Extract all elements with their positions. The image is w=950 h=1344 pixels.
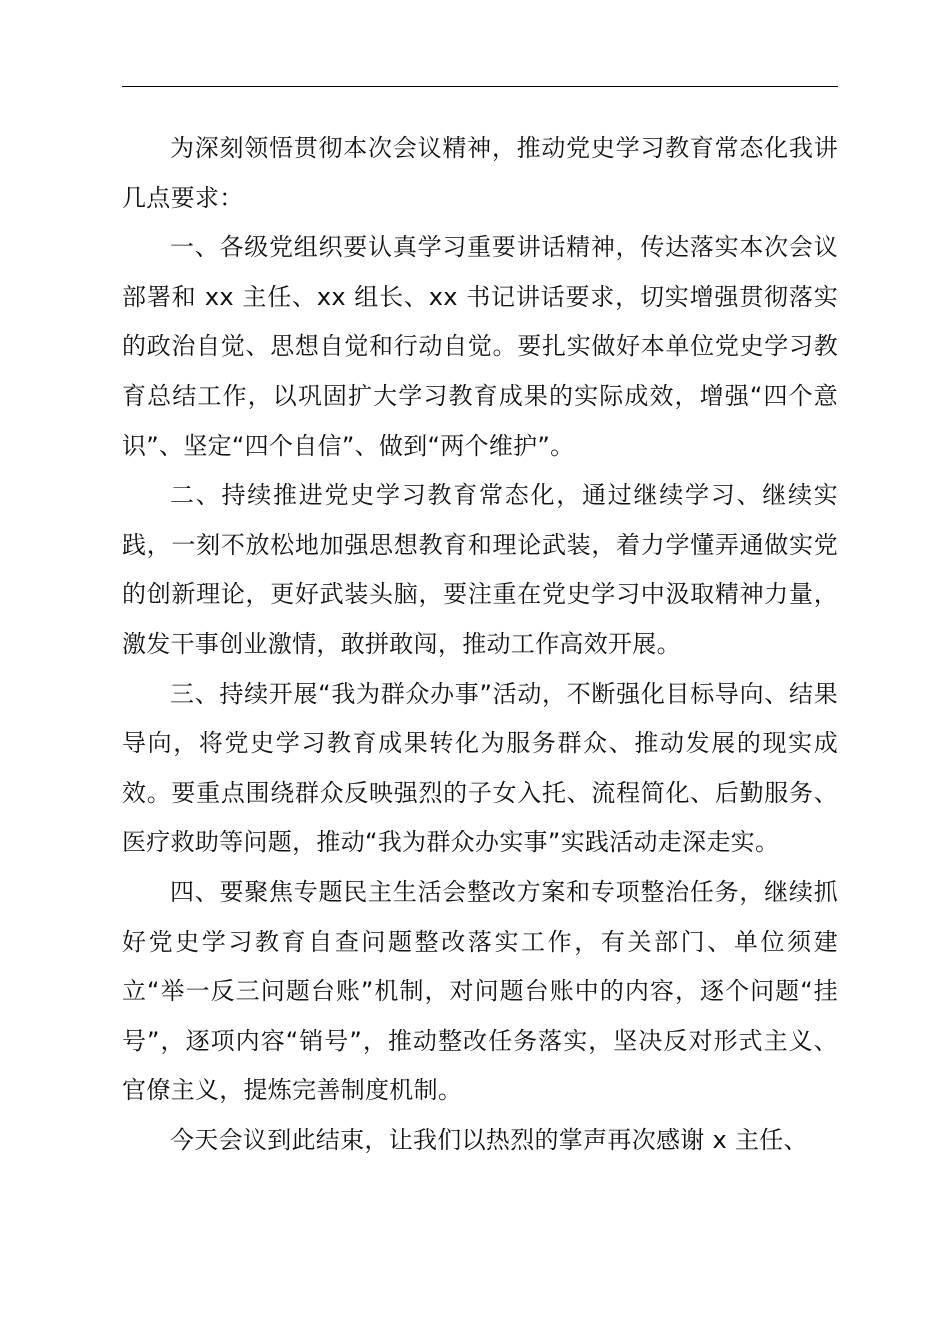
document-body [122,124,838,1165]
header-rule [122,86,838,87]
paragraph-point-2: 二、持续推进党史学习教育常态化，通过继续学习、继续实践，一刻不放松地加强思想教育和理论武装，着力学懂弄通做实党的创新理论，更好武装头脑，要注重在党史学习中汲取精神力量，激发干事创业激情，敢拼敢闯，推动工作高效开展。 [122,481,838,658]
paragraph-closing: 今天会议到此结束，让我们以热烈的掌声再次感谢 x 主任、 [170,1125,808,1154]
paragraph-point-1: 一、各级党组织要认真学习重要讲话精神，传达落实本次会议部署和 xx 主任、xx 组长、xx 书记讲话要求，切实增强贯彻落实的政治自觉、思想自觉和行动自觉。要扎实做好本单位党史学习教育总结工作，以巩固扩大学习教育成果的实际成效，增强“四个意识”、坚定“四个自信”、做到“两个维护”。 [122,233,838,460]
paragraph-intro: 为深刻领悟贯彻本次会议精神，推动党史学习教育常态化我讲几点要求： [122,134,838,212]
paragraph-point-3: 三、持续开展“我为群众办事”活动，不断强化目标导向、结果导向，将党史学习教育成果转化为服务群众、推动发展的现实成效。要重点围绕群众反映强烈的子女入托、流程简化、后勤服务、医疗救助等问题，推动“我为群众办实事”实践活动走深走实。 [122,679,838,857]
paragraph-point-4: 四、要聚焦专题民主生活会整改方案和专项整治任务，继续抓好党史学习教育自查问题整改落实工作，有关部门、单位须建立“举一反三问题台账”机制，对问题台账中的内容，逐个问题“挂号”，逐项内容“销号”，推动整改任务落实，坚决反对形式主义、官僚主义，提炼完善制度机制。 [122,877,838,1105]
